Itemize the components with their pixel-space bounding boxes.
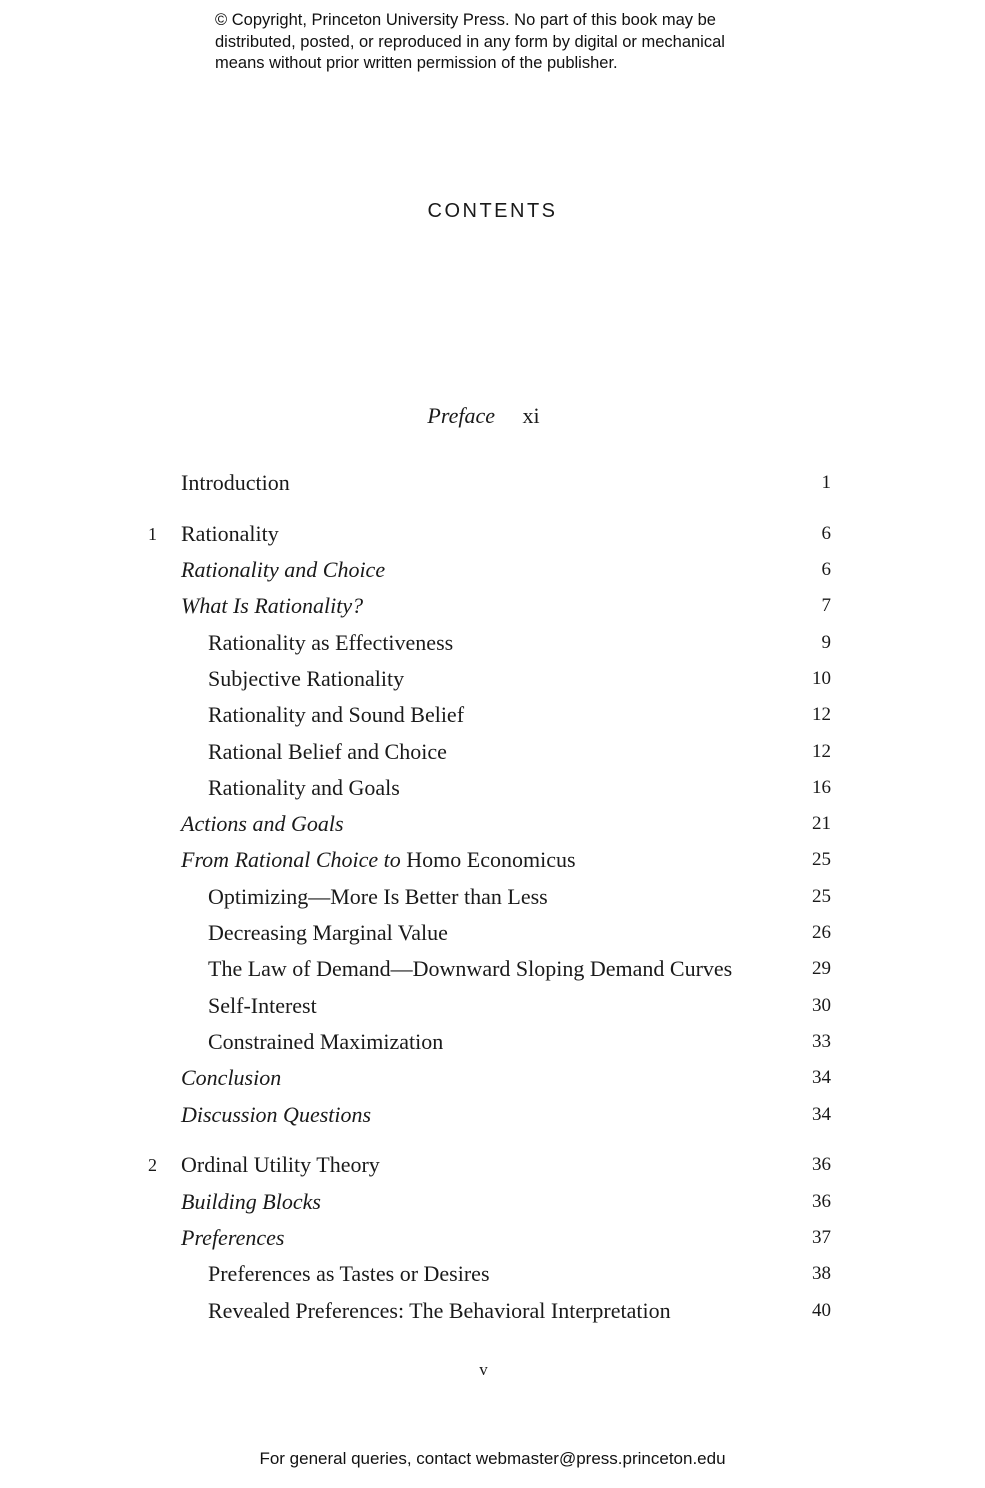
- toc-entry-title-text: Optimizing—More Is Better than Less: [208, 884, 548, 909]
- toc-entry-page: 36: [812, 1191, 831, 1212]
- toc-entry-title: [181, 845, 576, 875]
- toc-entry: [0, 882, 985, 912]
- toc-entry-title: [208, 1296, 671, 1326]
- toc-entry-title-text: Subjective Rationality: [208, 666, 405, 691]
- preface-entry: [0, 403, 967, 429]
- toc-entry-page: 37: [812, 1227, 831, 1248]
- toc-entry-page: 25: [812, 886, 831, 907]
- toc-entry-page: 29: [812, 958, 831, 979]
- toc-entry-title: [208, 1259, 490, 1289]
- toc-entry: [0, 555, 985, 585]
- toc-entry-title: [181, 809, 344, 839]
- copyright-line: distributed, posted, or reproduced in any form by digital or mechanical: [215, 32, 725, 51]
- toc-entry-page: 30: [812, 995, 831, 1016]
- toc-entry-title-text: Ordinal Utility Theory: [181, 1152, 380, 1177]
- toc-entry-title: [181, 1100, 371, 1130]
- toc-entry-title: [208, 737, 447, 767]
- toc-entry-page: 12: [812, 741, 831, 762]
- toc-entry-title-text: Rationality and Goals: [208, 775, 400, 800]
- contents-heading: CONTENTS: [427, 200, 558, 222]
- toc-entry-title-text: Rationality and Choice: [181, 557, 386, 582]
- preface-label: Preface: [427, 403, 495, 428]
- toc-entry-title-text: Rationality and Sound Belief: [208, 702, 465, 727]
- toc-entry-title-text: The Law of Demand—Downward Sloping Demand Curves: [208, 956, 733, 981]
- toc-entry: [0, 918, 985, 948]
- toc-entry-page: 16: [812, 777, 831, 798]
- toc-entry-title-text: Introduction: [181, 470, 290, 495]
- chapter-number: 1: [148, 524, 157, 544]
- copyright-line: means without prior written permission of the publisher.: [215, 54, 618, 72]
- toc-entry-title-roman: Homo Economicus: [400, 847, 576, 872]
- toc-entry-page: 34: [812, 1104, 831, 1125]
- toc-entry-title-text: Self-Interest: [208, 993, 317, 1018]
- toc-entry: [0, 1187, 985, 1217]
- toc-entry: [0, 737, 985, 767]
- toc-entry: [0, 1063, 985, 1093]
- toc-entry-page: 21: [812, 813, 831, 834]
- toc-entry-title: [208, 773, 400, 803]
- toc-entry-page: 33: [812, 1031, 831, 1052]
- preface-page: xi: [522, 403, 540, 428]
- toc-entry-title: [208, 1027, 443, 1057]
- toc-entry-title-text: From Rational Choice to: [181, 847, 401, 872]
- toc-entry: [0, 809, 985, 839]
- footer-contact: For general queries, contact webmaster@press.princeton.edu: [259, 1449, 726, 1468]
- toc-entry: [0, 591, 985, 621]
- toc-entry-title-text: Rationality as Effectiveness: [208, 630, 454, 655]
- toc-entry-title-text: Decreasing Marginal Value: [208, 920, 448, 945]
- toc-entry-title-text: Discussion Questions: [181, 1102, 372, 1127]
- toc-entry-title-text: Constrained Maximization: [208, 1029, 444, 1054]
- toc-entry-page: 1: [821, 472, 831, 493]
- toc-entry: [0, 664, 985, 694]
- toc-entry-page: 25: [812, 849, 831, 870]
- toc-entry: [0, 954, 985, 984]
- toc-entry-title: [181, 555, 385, 585]
- toc-entry-title-text: Preferences as Tastes or Desires: [208, 1261, 490, 1286]
- toc-entry-page: 38: [812, 1263, 831, 1284]
- toc-entry-title-text: Preferences: [181, 1225, 285, 1250]
- toc-entry-title: [181, 591, 363, 621]
- toc-entry: [0, 468, 985, 498]
- toc-entry: [0, 519, 985, 549]
- toc-entry: [0, 1150, 985, 1180]
- toc-entry: [0, 1100, 985, 1130]
- toc-entry-page: 10: [812, 668, 831, 689]
- toc-entry-page: 34: [812, 1067, 831, 1088]
- toc-entry-page: 36: [812, 1154, 831, 1175]
- toc-entry: [0, 845, 985, 875]
- toc-entry: [0, 991, 985, 1021]
- toc-entry-page: 7: [821, 595, 831, 616]
- copyright-notice: [215, 10, 835, 75]
- toc-entry-title: [208, 918, 448, 948]
- toc-entry: [0, 1223, 985, 1253]
- toc-entry-page: 26: [812, 922, 831, 943]
- toc-entry: [0, 1296, 985, 1326]
- copyright-line: © Copyright, Princeton University Press. No part of this book may be: [215, 11, 716, 29]
- toc-entry-page: 9: [821, 632, 831, 653]
- toc-entry: [0, 1259, 985, 1289]
- toc-entry-title-text: Revealed Preferences: The Behavioral Interpretation: [208, 1298, 671, 1323]
- toc-entry-title-text: Actions and Goals: [181, 811, 344, 836]
- toc-entry-title: [181, 1223, 284, 1253]
- toc-entry-title-text: What Is Rationality?: [181, 593, 364, 618]
- toc-entry: [0, 700, 985, 730]
- toc-entry-title: [208, 664, 404, 694]
- toc-entry-title-text: Rationality: [181, 521, 279, 546]
- toc-entry: [0, 1027, 985, 1057]
- toc-entry-title: [181, 468, 290, 498]
- page-folio: v: [479, 1360, 488, 1379]
- toc-entry-title: [181, 519, 279, 549]
- toc-entry-title: [181, 1063, 281, 1093]
- toc-entry: [0, 628, 985, 658]
- toc-entry-page: 40: [812, 1300, 831, 1321]
- toc-entry-page: 6: [821, 523, 831, 544]
- toc-entry: [0, 773, 985, 803]
- toc-entry-title-text: Conclusion: [181, 1065, 282, 1090]
- chapter-number: 2: [148, 1155, 157, 1175]
- toc-entry-title: [208, 882, 548, 912]
- toc-entry-title: [208, 628, 453, 658]
- toc-entry-title: [181, 1150, 380, 1180]
- toc-entry-title: [181, 1187, 321, 1217]
- toc-entry-page: 6: [821, 559, 831, 580]
- toc-entry-title-text: Building Blocks: [181, 1189, 321, 1214]
- toc-entry-title: [208, 700, 464, 730]
- toc-entry-page: 12: [812, 704, 831, 725]
- toc-entry-title: [208, 954, 732, 984]
- toc-entry-title: [208, 991, 317, 1021]
- toc-entry-title-text: Rational Belief and Choice: [208, 739, 447, 764]
